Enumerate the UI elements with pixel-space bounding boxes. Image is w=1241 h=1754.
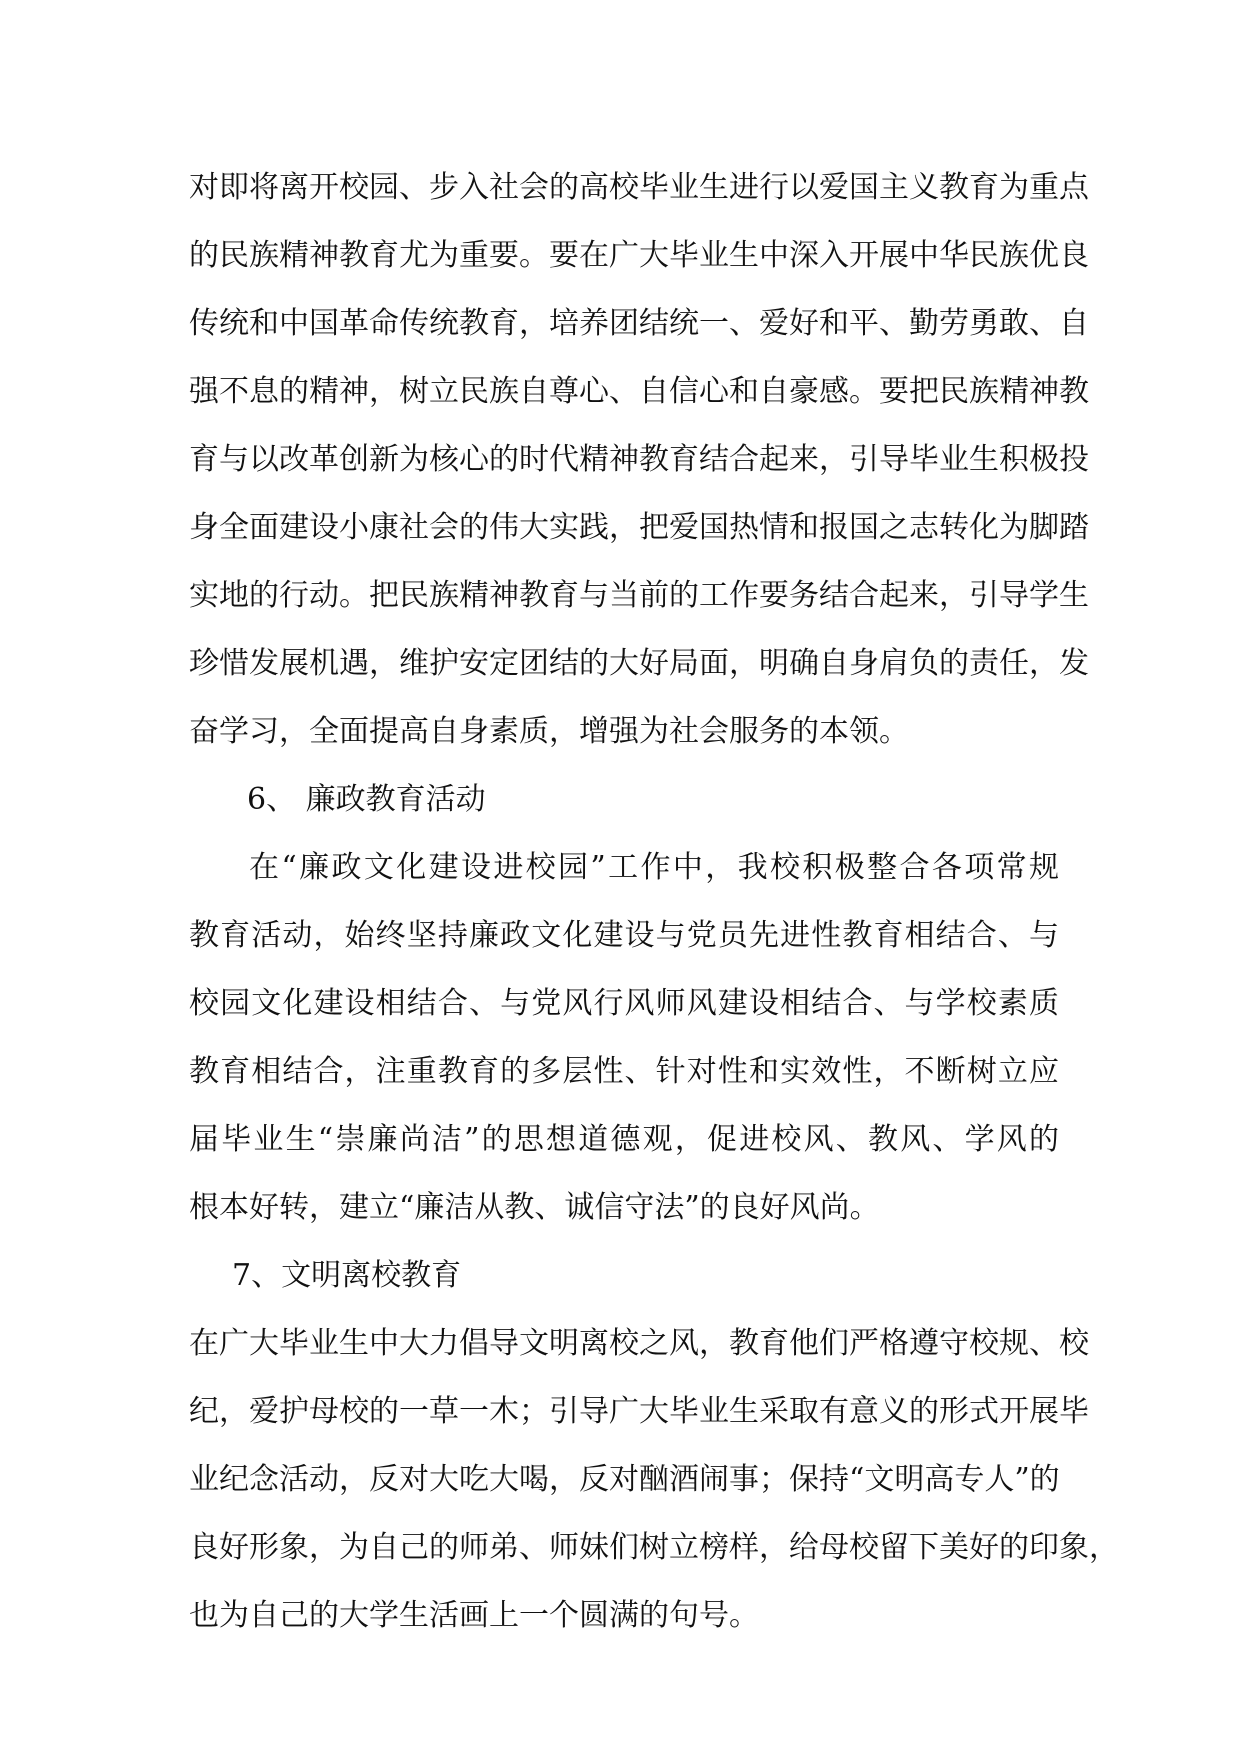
text-line: 教育相结合，注重教育的多层性、针对性和实效性，不断树立应 bbox=[189, 1054, 1059, 1089]
document-body bbox=[189, 154, 1119, 1650]
section-heading-6: 6、 廉政教育活动 bbox=[247, 782, 486, 817]
section-heading-7: 7、文明离校教育 bbox=[232, 1258, 462, 1293]
text-line: 在“廉政文化建设进校园”工作中，我校积极整合各项常规 bbox=[249, 850, 1059, 885]
text-line: 业纪念活动，反对大吃大喝，反对酗酒闹事；保持“文明高专人”的 bbox=[189, 1462, 1060, 1497]
text-line: 校园文化建设相结合、与党风行风师风建设相结合、与学校素质 bbox=[189, 986, 1059, 1021]
text-line: 届毕业生“崇廉尚洁”的思想道德观，促进校风、教风、学风的 bbox=[189, 1122, 1059, 1157]
text-line: 身全面建设小康社会的伟大实践，把爱国热情和报国之志转化为脚踏 bbox=[189, 510, 1089, 545]
text-line: 传统和中国革命传统教育，培养团结统一、爱好和平、勤劳勇敢、自 bbox=[189, 306, 1089, 341]
text-line: 在广大毕业生中大力倡导文明离校之风，教育他们严格遵守校规、校 bbox=[189, 1326, 1089, 1361]
text-line: 珍惜发展机遇，维护安定团结的大好局面，明确自身肩负的责任，发 bbox=[189, 646, 1089, 681]
paragraph-civilized-leaving bbox=[189, 1310, 1119, 1650]
text-line: 对即将离开校园、步入社会的高校毕业生进行以爱国主义教育为重点 bbox=[189, 170, 1089, 205]
paragraph-integrity bbox=[189, 834, 1059, 1242]
text-line: 也为自己的大学生活画上一个圆满的句号。 bbox=[189, 1598, 759, 1633]
text-line: 奋学习，全面提高自身素质，增强为社会服务的本领。 bbox=[189, 714, 909, 749]
paragraph-patriotism bbox=[189, 154, 1089, 766]
text-line: 实地的行动。把民族精神教育与当前的工作要务结合起来，引导学生 bbox=[189, 578, 1089, 613]
text-line: 纪，爱护母校的一草一木；引导广大毕业生采取有意义的形式开展毕 bbox=[189, 1394, 1089, 1429]
text-line: 强不息的精神，树立民族自尊心、自信心和自豪感。要把民族精神教 bbox=[189, 374, 1089, 409]
text-line: 的民族精神教育尤为重要。要在广大毕业生中深入开展中华民族优良 bbox=[189, 238, 1089, 273]
text-line: 育与以改革创新为核心的时代精神教育结合起来，引导毕业生积极投 bbox=[189, 442, 1089, 477]
text-line: 根本好转，建立“廉洁从教、诚信守法”的良好风尚。 bbox=[189, 1190, 880, 1225]
text-line: 教育活动，始终坚持廉政文化建设与党员先进性教育相结合、与 bbox=[189, 918, 1059, 953]
text-line: 良好形象，为自己的师弟、师妹们树立榜样，给母校留下美好的印象， bbox=[189, 1530, 1119, 1565]
